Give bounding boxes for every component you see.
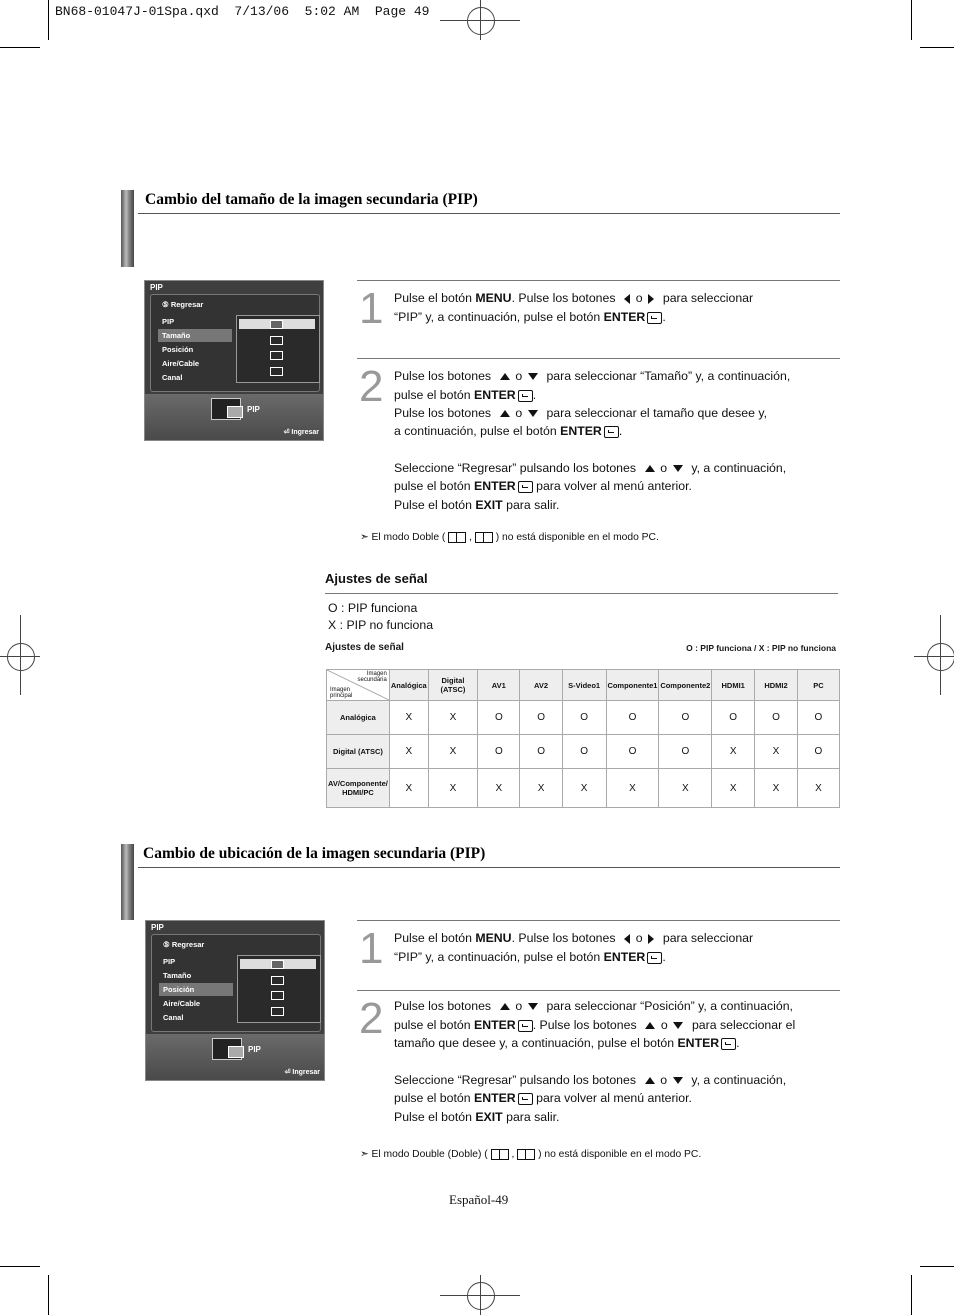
- up-arrow-icon: [500, 373, 510, 380]
- osd-item-posicion: Posición: [162, 345, 194, 354]
- signal-table: [326, 669, 840, 808]
- down-arrow-icon: [673, 1077, 683, 1084]
- position-top-left-icon: [271, 960, 284, 969]
- table-cell: X: [428, 735, 477, 769]
- table-cell: O: [562, 701, 606, 735]
- text: o: [660, 1018, 668, 1032]
- step-line: [394, 931, 753, 945]
- enter-key: ENTER: [677, 1036, 720, 1050]
- section-rule: [138, 867, 840, 868]
- step-line: [394, 461, 786, 475]
- text: Seleccione “Regresar” pulsando los botones: [394, 1073, 636, 1087]
- table-legend: O : PIP funciona / X : PIP no funciona: [686, 643, 836, 653]
- position-bottom-right-icon: [271, 1007, 284, 1016]
- note-arrow-icon: ➣: [360, 1149, 369, 1160]
- row-header: AV/Componente/ HDMI/PC: [327, 769, 390, 808]
- osd-size-options: [236, 315, 320, 383]
- enter-icon: [647, 312, 662, 324]
- step-line: [394, 479, 692, 493]
- text: pulse el botón: [394, 1018, 474, 1032]
- column-header: S-Video1: [562, 670, 606, 701]
- text: a continuación, pulse el botón: [394, 424, 561, 438]
- table-row: [327, 701, 840, 735]
- up-arrow-icon: [645, 465, 655, 472]
- step-rule: [357, 358, 840, 359]
- step-rule: [357, 920, 840, 921]
- enter-icon: [647, 952, 662, 964]
- down-arrow-icon: [528, 410, 538, 417]
- step-number: 1: [359, 284, 384, 333]
- registration-line: [480, 0, 481, 40]
- text: Pulse el botón: [394, 291, 476, 305]
- enter-icon: [518, 1093, 533, 1105]
- enter-key: ENTER: [474, 1091, 516, 1105]
- text: . Pulse los botones: [511, 931, 616, 945]
- text: .: [736, 1036, 740, 1050]
- text: o: [660, 1073, 668, 1087]
- section-title: Cambio de ubicación de la imagen secundaria (PIP): [143, 845, 486, 862]
- text: ) no está disponible en el modo PC.: [495, 532, 659, 543]
- enter-key: ENTER: [560, 424, 602, 438]
- pip-large-icon: [270, 336, 283, 345]
- text: o: [515, 406, 523, 420]
- enter-key: ENTER: [603, 950, 646, 964]
- text: .: [532, 388, 537, 402]
- print-header: BN68-01047J-01Spa.qxd 7/13/06 5:02 AM Page 49: [55, 4, 430, 19]
- registration-mark: [7, 643, 35, 671]
- step-number: 2: [359, 994, 384, 1043]
- osd-item-aire-cable: Aire/Cable: [162, 359, 200, 368]
- text: “PIP” y, a continuación, pulse el botón: [394, 310, 604, 324]
- osd-item-regresar: ⑤ Regresar: [162, 300, 204, 309]
- enter-icon: [721, 1038, 736, 1050]
- table-cell: O: [659, 735, 712, 769]
- osd-item-canal: Canal: [162, 373, 183, 382]
- double-icon: [270, 351, 283, 360]
- note: [360, 531, 659, 543]
- column-header: PC: [797, 670, 839, 701]
- text: para volver al menú anterior.: [536, 1091, 692, 1105]
- osd-footer-action: ⏎ Ingresar: [284, 1069, 320, 1076]
- osd-ingresar-label: Ingresar: [291, 429, 319, 436]
- osd-item-label: Regresar: [170, 300, 204, 309]
- pip-thumbnail-icon: [228, 1046, 244, 1058]
- text: Seleccione “Regresar” pulsando los botones: [394, 461, 636, 475]
- step-rule: [357, 280, 840, 281]
- registration-line: [20, 615, 21, 695]
- exit-key: EXIT: [475, 1110, 503, 1124]
- table-cell: X: [606, 769, 659, 808]
- table-cell: X: [797, 769, 839, 808]
- text: y, a continuación,: [691, 1073, 787, 1087]
- osd-item-regresar: ⑤ Regresar: [163, 940, 205, 949]
- step-line: [394, 406, 767, 420]
- osd-ingresar-label: Ingresar: [292, 1069, 320, 1076]
- text: El modo Double (Doble) (: [371, 1149, 488, 1160]
- step-number: 2: [359, 362, 384, 411]
- text: para salir.: [502, 498, 560, 512]
- note: [360, 1148, 701, 1160]
- osd-footer-action: ⏎ Ingresar: [283, 429, 319, 436]
- step-number: 1: [359, 924, 384, 973]
- osd-menu-size: [144, 280, 324, 441]
- row-header: Analógica: [327, 701, 390, 735]
- osd-item-aire-cable: Aire/Cable: [163, 999, 201, 1008]
- step-line: [394, 999, 793, 1013]
- crop-mark: [911, 0, 912, 40]
- up-arrow-icon: [645, 1077, 655, 1084]
- table-cell: O: [797, 701, 839, 735]
- registration-line: [914, 656, 954, 657]
- registration-line: [940, 615, 941, 695]
- crop-mark: [48, 1275, 49, 1315]
- text: o: [515, 369, 523, 383]
- table-cell: O: [520, 735, 562, 769]
- registration-mark: [467, 1282, 495, 1310]
- osd-footer-label: PIP: [248, 1045, 261, 1054]
- up-arrow-icon: [645, 1022, 655, 1029]
- step-line: [394, 1091, 692, 1105]
- down-arrow-icon: [528, 373, 538, 380]
- text: .: [618, 424, 623, 438]
- enter-icon: [604, 426, 619, 438]
- text: o: [635, 931, 643, 945]
- text: pulse el botón: [394, 388, 474, 402]
- right-arrow-icon: [648, 294, 654, 304]
- signal-heading: Ajustes de señal: [325, 571, 428, 586]
- double-icon: [448, 532, 466, 543]
- table-cell: O: [478, 701, 520, 735]
- position-top-right-icon: [271, 976, 284, 985]
- enter-icon: [518, 481, 533, 493]
- text: Pulse el botón: [394, 931, 476, 945]
- registration-line: [480, 1275, 481, 1315]
- text: tamaño que desee y, a continuación, pulse el botón: [394, 1036, 678, 1050]
- left-arrow-icon: [624, 294, 630, 304]
- crop-mark: [0, 47, 40, 48]
- menu-key: MENU: [475, 931, 512, 945]
- position-bottom-left-icon: [271, 991, 284, 1000]
- osd-panel: [150, 294, 320, 392]
- text: “PIP” y, a continuación, pulse el botón: [394, 950, 604, 964]
- text: para salir.: [502, 1110, 560, 1124]
- table-cell: X: [712, 735, 755, 769]
- osd-footer: [146, 1034, 324, 1080]
- down-arrow-icon: [528, 1003, 538, 1010]
- exit-key: EXIT: [475, 498, 503, 512]
- crop-mark: [920, 47, 954, 48]
- section-bar: [121, 844, 134, 920]
- table-cell: X: [389, 769, 428, 808]
- osd-item-tamano: Tamaño: [158, 329, 232, 342]
- table-cell: X: [478, 769, 520, 808]
- text: o: [635, 291, 643, 305]
- double-icon: [491, 1149, 509, 1160]
- step-line: [394, 1018, 795, 1032]
- registration-mark: [467, 7, 495, 35]
- table-cell: X: [428, 701, 477, 735]
- pip-small-icon: [270, 320, 283, 329]
- crop-mark: [911, 1275, 912, 1315]
- column-header: Componente1: [606, 670, 659, 701]
- table-cell: O: [478, 735, 520, 769]
- column-header: Componente2: [659, 670, 712, 701]
- enter-key: ENTER: [603, 310, 646, 324]
- table-cell: O: [606, 701, 659, 735]
- text: ,: [511, 1149, 515, 1160]
- enter-icon: [518, 390, 533, 402]
- step-line: [394, 498, 559, 512]
- table-title: Ajustes de señal: [325, 642, 404, 653]
- text: y, a continuación,: [691, 461, 787, 475]
- text: Pulse los botones: [394, 406, 492, 420]
- enter-key: ENTER: [474, 479, 516, 493]
- column-header: HDMI2: [755, 670, 798, 701]
- text: El modo Doble (: [371, 532, 446, 543]
- double-wide-icon: [475, 532, 493, 543]
- table-cell: X: [520, 769, 562, 808]
- osd-footer: [145, 394, 323, 440]
- down-arrow-icon: [673, 465, 683, 472]
- text: para seleccionar “Tamaño” y, a continuación,: [546, 369, 791, 383]
- text: ,: [469, 532, 472, 543]
- text: ) no está disponible en el modo PC.: [538, 1149, 702, 1160]
- signal-legend-o: O : PIP funciona: [328, 601, 418, 615]
- text: Pulse los botones: [394, 369, 492, 383]
- step-line: [394, 424, 622, 438]
- up-arrow-icon: [500, 1003, 510, 1010]
- text: para seleccionar el: [691, 1018, 796, 1032]
- table-header-row: [327, 670, 840, 701]
- text: o: [515, 999, 523, 1013]
- step-line: [394, 291, 753, 305]
- page-number: Español-49: [449, 1192, 509, 1207]
- osd-item-posicion: Posición: [159, 983, 233, 996]
- crop-mark: [0, 1266, 40, 1267]
- text: pulse el botón: [394, 479, 474, 493]
- row-header: Digital (ATSC): [327, 735, 390, 769]
- table-cell: O: [659, 701, 712, 735]
- step-line: [394, 369, 790, 383]
- table-cell: X: [562, 769, 606, 808]
- table-cell: O: [712, 701, 755, 735]
- table-cell: O: [797, 735, 839, 769]
- osd-menu-position: [145, 920, 325, 1081]
- step-line: [394, 950, 666, 964]
- text: Pulse el botón: [394, 1110, 476, 1124]
- column-header: AV1: [478, 670, 520, 701]
- osd-item-canal: Canal: [163, 1013, 184, 1022]
- osd-item-tamano: Tamaño: [163, 971, 192, 980]
- text: Pulse el botón: [394, 498, 476, 512]
- step-line: [394, 1073, 786, 1087]
- column-header: AV2: [520, 670, 562, 701]
- section-rule: [138, 213, 840, 214]
- step-rule: [357, 990, 840, 991]
- column-header: Digital (ATSC): [428, 670, 477, 701]
- table-cell: X: [428, 769, 477, 808]
- table-cell: X: [389, 701, 428, 735]
- column-header: Analógica: [389, 670, 428, 701]
- left-arrow-icon: [624, 934, 630, 944]
- text: . Pulse los botones: [532, 1018, 637, 1032]
- table-cell: X: [755, 769, 798, 808]
- table-cell: O: [606, 735, 659, 769]
- corner-top-label: Imagen secundaria: [357, 671, 387, 683]
- osd-item-pip: PIP: [162, 317, 175, 326]
- double-wide-icon: [270, 367, 283, 376]
- enter-icon: [518, 1020, 533, 1032]
- section-bar: [121, 190, 134, 267]
- table-cell: X: [712, 769, 755, 808]
- table-row: [327, 769, 840, 808]
- table-cell: X: [389, 735, 428, 769]
- osd-footer-label: PIP: [247, 405, 260, 414]
- corner-bottom-label: Imagen principal: [330, 687, 353, 699]
- text: o: [660, 461, 668, 475]
- text: para seleccionar el tamaño que desee y,: [546, 406, 768, 420]
- step-line: [394, 310, 666, 324]
- column-header: HDMI1: [712, 670, 755, 701]
- crop-mark: [920, 1266, 954, 1267]
- table-cell: O: [520, 701, 562, 735]
- section-title: Cambio del tamaño de la imagen secundaria (PIP): [145, 191, 478, 208]
- step-line: [394, 1036, 740, 1050]
- table-row: [327, 735, 840, 769]
- step-line: [394, 1110, 559, 1124]
- table-cell: O: [755, 701, 798, 735]
- osd-position-options: [237, 955, 321, 1023]
- enter-key: ENTER: [474, 388, 516, 402]
- right-arrow-icon: [648, 934, 654, 944]
- text: para seleccionar: [662, 291, 754, 305]
- pip-thumbnail-icon: [227, 406, 243, 418]
- step-line: [394, 388, 536, 402]
- text: para seleccionar “Posición” y, a continuación,: [546, 999, 793, 1013]
- table-corner: [327, 670, 390, 701]
- enter-key: ENTER: [474, 1018, 516, 1032]
- text: . Pulse los botones: [511, 291, 616, 305]
- signal-rule: [325, 593, 838, 594]
- menu-key: MENU: [475, 291, 512, 305]
- signal-legend-x: X : PIP no funciona: [328, 618, 434, 632]
- osd-item-pip: PIP: [163, 957, 176, 966]
- table-cell: O: [562, 735, 606, 769]
- table-cell: X: [755, 735, 798, 769]
- text: para seleccionar: [662, 931, 754, 945]
- osd-item-label: Regresar: [171, 940, 205, 949]
- crop-mark: [48, 0, 49, 40]
- osd-title: PIP: [151, 923, 164, 932]
- osd-panel: [151, 934, 321, 1032]
- text: .: [662, 950, 666, 964]
- up-arrow-icon: [500, 410, 510, 417]
- down-arrow-icon: [673, 1022, 683, 1029]
- double-wide-icon: [517, 1149, 535, 1160]
- text: Pulse los botones: [394, 999, 492, 1013]
- note-arrow-icon: ➣: [360, 532, 369, 543]
- table-cell: X: [659, 769, 712, 808]
- text: .: [662, 310, 666, 324]
- text: para volver al menú anterior.: [536, 479, 692, 493]
- text: pulse el botón: [394, 1091, 474, 1105]
- osd-title: PIP: [150, 283, 163, 292]
